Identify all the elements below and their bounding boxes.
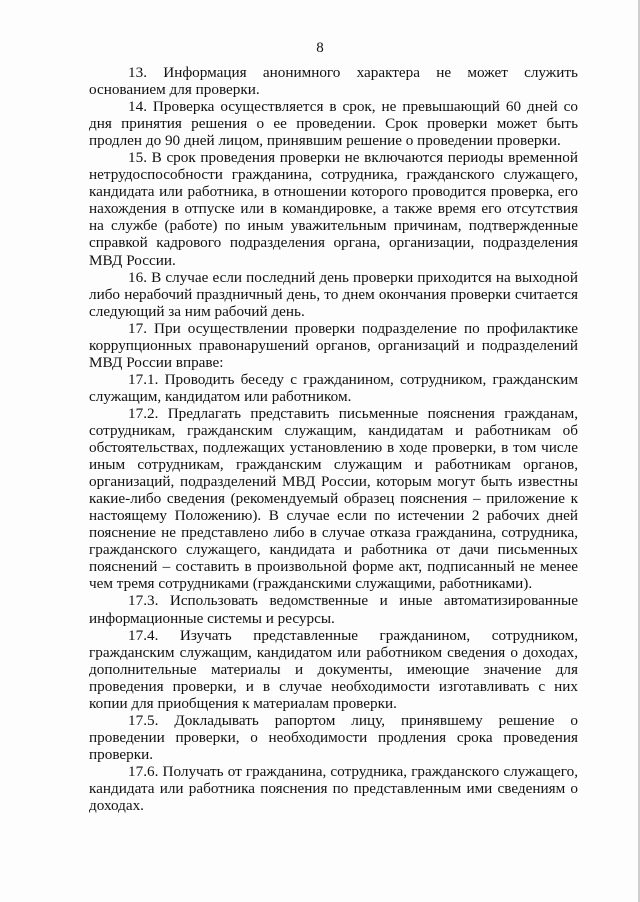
paragraph-16: 16. В случае если последний день проверки приходится на выходной либо нерабочий праздничный день, то днем окончания проверки считается следующий за ним рабочий день.	[89, 268, 578, 320]
paragraph-17-2: 17.2. Предлагать представить письменные пояснения гражданам, сотрудникам, гражданским служащим, кандидатам и работникам об обстоятельствах, подлежащих установлению в ходе проверки, в том числе иным сотрудникам, гражданским служащим и работникам органов, организаций, подразделений МВД России, которым могут быть известны какие-либо сведения (рекомендуемый образец пояснения – приложение к настоящему Положению). В случае если по истечении 2 рабочих дней пояснение не представлено либо в случае отказа гражданина, сотрудника, гражданского служащего, кандидата и работника от дачи письменных пояснений – составить в произвольной форме акт, подписанный не менее чем тремя сотрудниками (гражданскими служащими, работниками).	[89, 404, 578, 593]
paragraph-17-4: 17.4. Изучать представленные гражданином, сотрудником, гражданским служащим, кандидатом или работником сведения о доходах, дополнительные материалы и документы, имеющие значение для проведения проверки, и в случае необходимости изготавливать с них копии для приобщения к материалам проверки.	[89, 626, 578, 712]
paragraph-17-3: 17.3. Использовать ведомственные и иные автоматизированные информационные системы и ресурсы.	[89, 592, 578, 627]
paragraph-13: 13. Информация анонимного характера не может служить основанием для проверки.	[89, 64, 578, 99]
paragraph-17-6: 17.6. Получать от гражданина, сотрудника, гражданского служащего, кандидата или работника пояснения по представленным ими сведениям о доходах.	[89, 762, 578, 815]
paragraph-14: 14. Проверка осуществляется в срок, не превышающий 60 дней со дня принятия решения о ее проведении. Срок проверки может быть продлен до 90 дней лицом, принявшим решение о проведении проверки.	[89, 98, 578, 150]
paragraph-15: 15. В срок проведения проверки не включаются периоды временной нетрудоспособности гражданина, сотрудника, гражданского служащего, кандидата или работника, в отношении которого проводится проверка, его нахождения в отпуске или в командировке, а также время его отсутствия на службе (работе) по иным уважительным причинам, подтвержденные справкой кадрового подразделения органа, организации, подразделения МВД России.	[89, 149, 578, 269]
page-number: 8	[316, 40, 324, 56]
paragraph-17: 17. При осуществлении проверки подразделение по профилактике коррупционных правонарушений органов, организаций и подразделений МВД России вправе:	[89, 319, 578, 371]
document-body	[89, 64, 578, 814]
paragraph-17-1: 17.1. Проводить беседу с гражданином, сотрудником, гражданским служащим, кандидатом или работником.	[89, 370, 578, 405]
paragraph-17-5: 17.5. Докладывать рапортом лицу, принявшему решение о проведении проверки, о необходимости продления срока проведения проверки.	[89, 711, 578, 763]
